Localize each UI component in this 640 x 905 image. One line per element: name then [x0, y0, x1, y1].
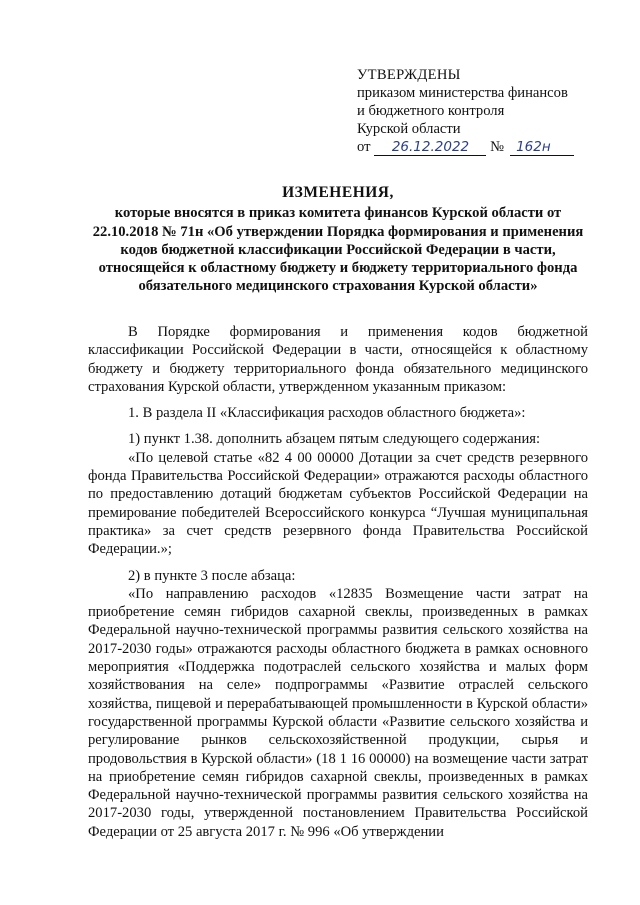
- approval-line-3: Курской области: [357, 121, 461, 137]
- item-1: 1. В раздела II «Классификация расходов областного бюджета»:: [128, 405, 526, 422]
- handwritten-number: 162н: [510, 139, 574, 156]
- approval-line-2: и бюджетного контроля: [357, 103, 505, 119]
- approval-date-number-line: [357, 138, 627, 156]
- quote-1: «По целевой статье «82 4 00 00000 Дотации за счет средств резервного фонда Правительства Российской Федерации» отражаются расходы областного по предоставлению дотаций бюджетам субъектов Российской Федерации на премирование победителей Всероссийского конкурса “Лучшая муниципальная практика» за счет средств резервного фонда Правительства Российской Федерации.»;: [88, 449, 588, 558]
- document-body: [88, 323, 588, 841]
- number-prefix: №: [490, 139, 505, 155]
- handwritten-date: 26.12.2022: [374, 139, 486, 156]
- intro-paragraph: В Порядке формирования и применения кодов бюджетной классификации Российской Федерации в части, относящейся к областному бюджету и бюджету территориального фонда обязательного медицинского страхования Курской области, утвержденном указанным приказом:: [88, 324, 588, 395]
- approval-line-1: приказом министерства финансов: [357, 85, 568, 101]
- heading-title: ИЗМЕНЕНИЯ,: [282, 184, 394, 201]
- item-1-2: 2) в пункте 3 после абзаца:: [128, 567, 296, 584]
- approval-stamp-block: [357, 66, 627, 156]
- heading-subtitle: которые вносятся в приказ комитета финансов Курской области от 22.10.2018 № 71н «Об утверждении Порядка формирования и применения кодов бюджетной классификации Российской Федерации в части, относящейся к областному бюджету и бюджету территориального фонда обязательного медицинского страхования Курской области»: [92, 205, 584, 295]
- quote-2: «По направлению расходов «12835 Возмещение части затрат на приобретение семян гибридов сахарной свеклы, произведенных в рамках Федеральной научно-технической программы развития сельского хозяйства на 2017-2030 годы» отражаются расходы областного бюджета в рамках основного мероприятия «Поддержка подотраслей сельского хозяйства и малых форм хозяйствования на селе» подпрограммы «Развитие отраслей сельского хозяйства, пищевой и перерабатывающей промышленности в Курской области» государственной программы Курской области «Развитие сельского хозяйства и регулирование рынков сельскохозяйственной продукции, сырья и продовольствия в Курской области» (18 1 16 00000) на возмещение части затрат на приобретение семян гибридов сахарной свеклы, произведенных в рамках Федеральной научно-технической программы развития сельского хозяйства на 2017-2030 годы, утвержденной постановлением Правительства Российской Федерации от 25 августа 2017 г. № 996 «Об утверждении: [88, 585, 588, 840]
- date-prefix: от: [357, 139, 371, 155]
- approval-title: УТВЕРЖДЕНЫ: [357, 67, 461, 83]
- item-1-1: 1) пункт 1.38. дополнить абзацем пятым следующего содержания:: [128, 431, 541, 448]
- document-heading: [88, 184, 588, 296]
